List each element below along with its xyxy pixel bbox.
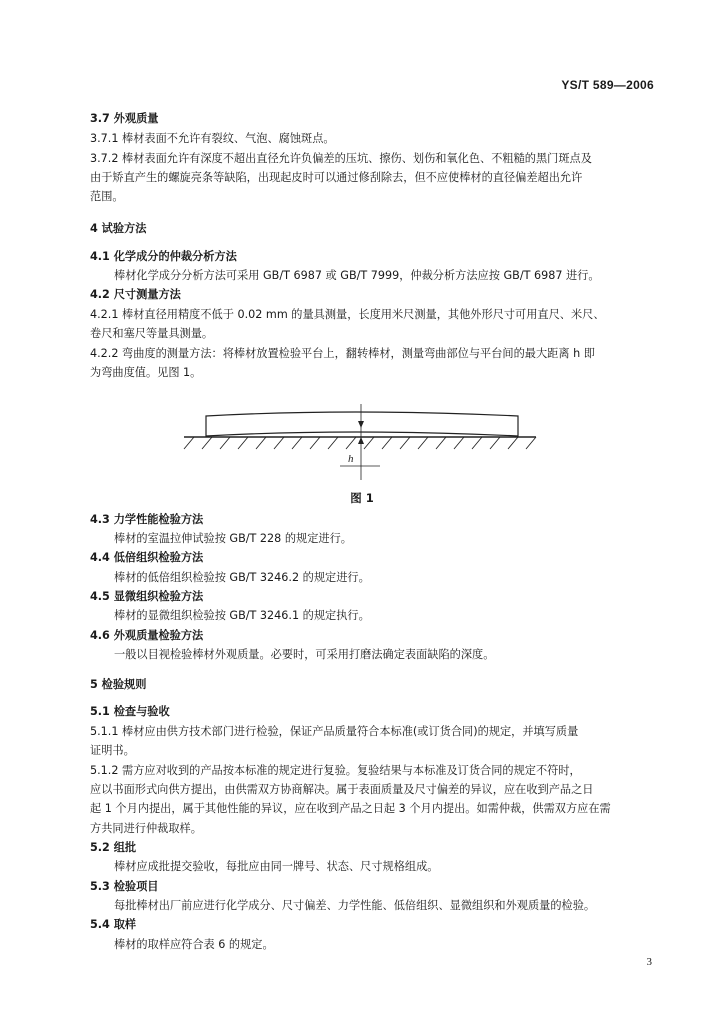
paragraph-line: 应以书面形式向供方提出，由供需双方协商解决。属于表面质量及尺寸偏差的异议，应在收到产品之日 <box>90 783 594 796</box>
heading-4-6: 4.6 外观质量检验方法 <box>90 629 204 642</box>
heading-4-5: 4.5 显微组织检验方法 <box>90 590 204 603</box>
page-number: 3 <box>646 956 652 968</box>
heading-4: 4 试验方法 <box>90 222 147 235</box>
paragraph-line: 一般以目视检验棒材外观质量。必要时，可采用打磨法确定表面缺陷的深度。 <box>114 648 495 661</box>
standard-code: YS/T 589—2006 <box>561 78 654 92</box>
heading-4-2: 4.2 尺寸测量方法 <box>90 288 181 301</box>
paragraph-line: 4.2.1 棒材直径用精度不低于 0.02 mm 的量具测量，长度用米尺测量，其他外形尺寸可用直尺、米尺、 <box>90 308 605 321</box>
heading-5-2: 5.2 组批 <box>90 841 137 854</box>
paragraph-line: 范围。 <box>90 190 124 203</box>
paragraph-line: 方共同进行仲裁取样。 <box>90 822 202 835</box>
heading-3-7: 3.7 外观质量 <box>90 112 159 125</box>
paragraph-line: 棒材化学成分分析方法可采用 GB/T 6987 或 GB/T 7999，仲裁分析方法应按 GB/T 6987 进行。 <box>114 269 600 282</box>
paragraph-line: 棒材的低倍组织检验按 GB/T 3246.2 的规定进行。 <box>114 571 370 584</box>
paragraph-line: 4.2.2 弯曲度的测量方法：将棒材放置检验平台上，翻转棒材，测量弯曲部位与平台间的最大距离 h 即 <box>90 347 595 360</box>
paragraph-line: 3.7.1 棒材表面不允许有裂纹、气泡、腐蚀斑点。 <box>90 132 335 145</box>
bending-measurement-figure <box>180 402 540 482</box>
paragraph-line: 卷尺和塞尺等量具测量。 <box>90 327 214 340</box>
heading-4-3: 4.3 力学性能检验方法 <box>90 513 204 526</box>
paragraph-line: 由于矫直产生的螺旋亮条等缺陷，出现起皮时可以通过修刮除去，但不应使棒材的直径偏差超出允许 <box>90 171 583 184</box>
paragraph-line: 证明书。 <box>90 744 135 757</box>
heading-5-3: 5.3 检验项目 <box>90 880 159 893</box>
h-arrow-bottom <box>358 437 364 444</box>
heading-4-1: 4.1 化学成分的仲裁分析方法 <box>90 250 237 263</box>
paragraph-line: 3.7.2 棒材表面允许有深度不超出直径允许负偏差的压坑、擦伤、划伤和氧化色、不粗糙的黑门斑点及 <box>90 152 592 165</box>
paragraph-line: 5.1.1 棒材应由供方技术部门进行检验，保证产品质量符合本标准(或订货合同)的规定，并填写质量 <box>90 725 579 738</box>
paragraph-line: 每批棒材出厂前应进行化学成分、尺寸偏差、力学性能、低倍组织、显微组织和外观质量的检验。 <box>114 899 596 912</box>
paragraph-line: 棒材应成批提交验收，每批应由同一牌号、状态、尺寸规格组成。 <box>114 860 439 873</box>
paragraph-line: 为弯曲度值。见图 1。 <box>90 366 202 379</box>
paragraph-line: 起 1 个月内提出，属于其他性能的异议，应在收到产品之日起 3 个月内提出。如需仲裁，供需双方应在需 <box>90 802 611 815</box>
h-label: h <box>348 453 354 465</box>
heading-5-1: 5.1 检查与验收 <box>90 705 170 718</box>
heading-5-4: 5.4 取样 <box>90 918 137 931</box>
heading-5: 5 检验规则 <box>90 678 147 691</box>
paragraph-line: 棒材的显微组织检验按 GB/T 3246.1 的规定执行。 <box>114 609 370 622</box>
paragraph-line: 棒材的取样应符合表 6 的规定。 <box>114 938 274 951</box>
paragraph-line: 5.1.2 需方应对收到的产品按本标准的规定进行复验。复验结果与本标准及订货合同的规定不符时， <box>90 764 581 777</box>
h-arrow-top <box>358 421 364 428</box>
figure-caption: 图 1 <box>350 491 374 505</box>
heading-4-4: 4.4 低倍组织检验方法 <box>90 551 204 564</box>
paragraph-line: 棒材的室温拉伸试验按 GB/T 228 的规定进行。 <box>114 532 352 545</box>
